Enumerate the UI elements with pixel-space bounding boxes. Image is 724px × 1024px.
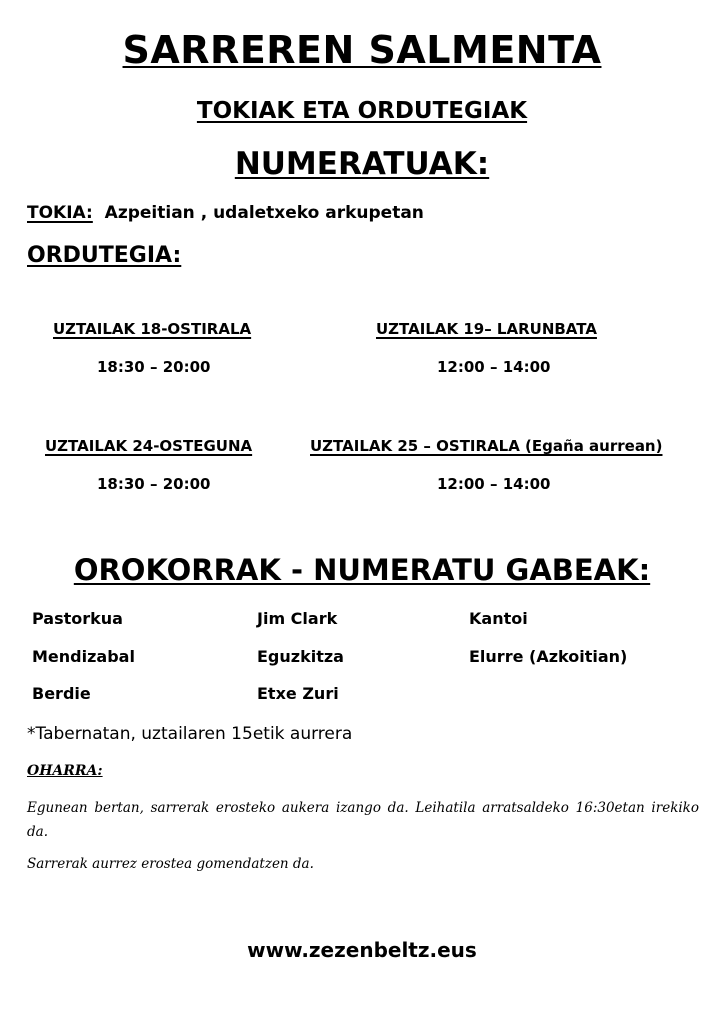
place-item: Kantoi — [469, 609, 528, 628]
page-subtitle: TOKIAK ETA ORDUTEGIAK — [196, 98, 528, 124]
location-label: TOKIA: — [27, 203, 93, 223]
place-item: Berdie — [32, 684, 91, 703]
schedule-time-1: 18:30 – 20:00 — [97, 358, 211, 376]
general-heading: OROKORRAK - NUMERATU GABEAK: — [73, 553, 651, 587]
remark-label: OHARRA: — [27, 763, 103, 779]
place-item: Elurre (Azkoitian) — [469, 647, 628, 666]
schedule-heading: ORDUTEGIA: — [27, 243, 182, 268]
place-item: Eguzkitza — [257, 647, 344, 666]
remark-paragraph-1: Egunean bertan, sarrerak erosteko aukera izango da. Leihatila arratsaldeko 16:30etan irekiko da. — [27, 800, 699, 840]
location-value: Azpeitian , udaletxeko arkupetan — [104, 203, 424, 223]
place-item: Jim Clark — [257, 609, 338, 628]
website-link[interactable]: www.zezenbeltz.eus — [247, 938, 477, 962]
schedule-day-2: UZTAILAK 19– LARUNBATA — [376, 320, 597, 338]
schedule-day-4: UZTAILAK 25 – OSTIRALA (Egaña aurrean) — [310, 437, 663, 455]
schedule-time-3: 18:30 – 20:00 — [97, 475, 211, 493]
place-item: Etxe Zuri — [257, 684, 339, 703]
place-item: Mendizabal — [32, 647, 135, 666]
remark-paragraph-2: Sarrerak aurrez erostea gomendatzen da. — [27, 856, 314, 872]
page-title: SARREREN SALMENTA — [122, 28, 602, 72]
bars-note: *Tabernatan, uztailaren 15etik aurrera — [27, 724, 353, 744]
place-item: Pastorkua — [32, 609, 123, 628]
location-line — [27, 203, 424, 223]
schedule-time-4: 12:00 – 14:00 — [437, 475, 551, 493]
schedule-day-1: UZTAILAK 18-OSTIRALA — [53, 320, 252, 338]
schedule-day-3: UZTAILAK 24-OSTEGUNA — [45, 437, 253, 455]
numbered-heading: NUMERATUAK: — [234, 146, 490, 182]
schedule-time-2: 12:00 – 14:00 — [437, 358, 551, 376]
